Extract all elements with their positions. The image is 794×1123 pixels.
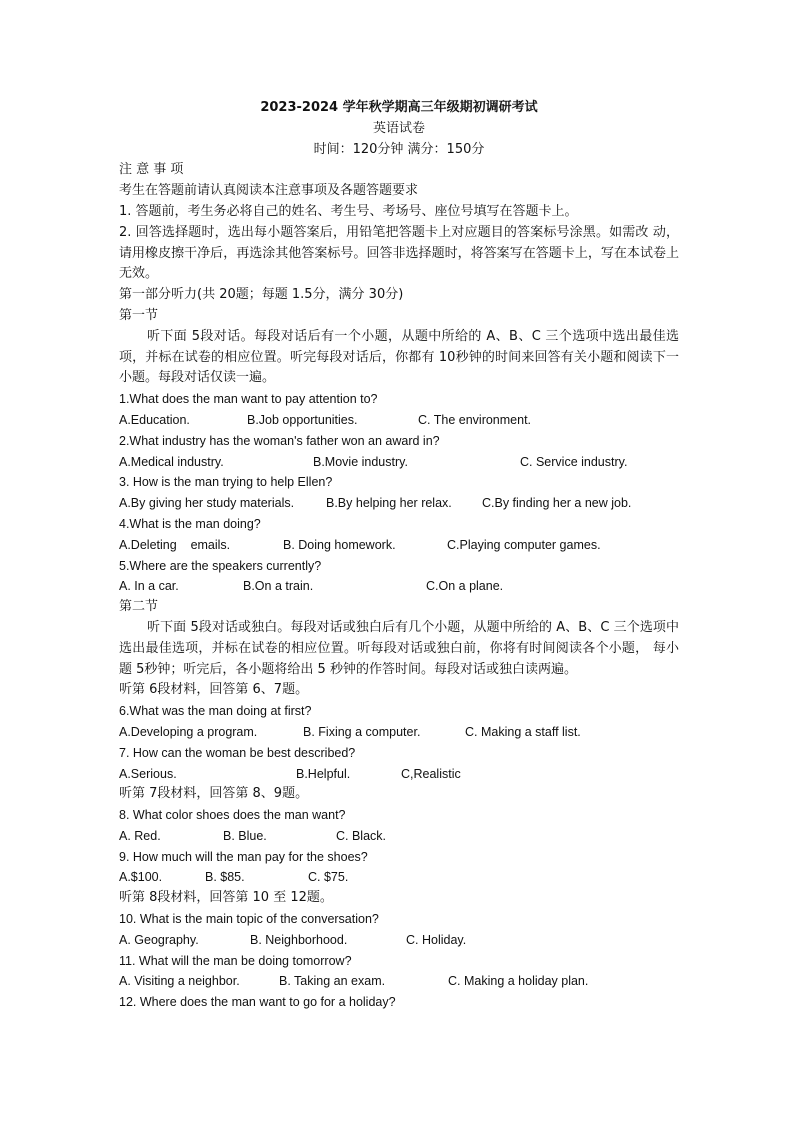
option-c: C,Realistic	[401, 766, 461, 781]
option-a: A.By giving her study materials.	[119, 496, 295, 511]
option-a: A. Red.	[119, 828, 161, 843]
options-6	[119, 722, 679, 743]
options-11	[119, 971, 679, 992]
option-a: A.Developing a program.	[119, 724, 258, 739]
option-a: A.Education.	[119, 412, 190, 427]
exam-page	[119, 98, 679, 1013]
option-a: A.$100.	[119, 870, 163, 885]
option-c: C. Making a holiday plan.	[448, 974, 589, 989]
option-c: C.Playing computer games.	[447, 537, 601, 552]
option-a: A.Deleting emails.	[119, 537, 231, 552]
notice-item-2: 2. 回答选择题时，选出每小题答案后，用铅笔把答题卡上对应题目的答案标号涂黑。如需改 动，请用橡皮擦干净后，再选涂其他答案标号。回答非选择题时，将答案写在答题卡上，写在本试卷上无效。	[119, 224, 679, 282]
notice-heading: 注 意 事 项	[119, 162, 184, 178]
options-2	[119, 452, 679, 473]
options-5	[119, 576, 679, 597]
question-9: 9. How much will the man pay for the shoes?	[119, 849, 368, 864]
option-b: B. Fixing a computer.	[303, 724, 421, 739]
option-c: C. Black.	[336, 828, 387, 843]
options-7	[119, 764, 679, 785]
question-2: 2.What industry has the woman's father won an award in?	[119, 433, 440, 448]
section2-instructions: 听下面 5段对话或独白。每段对话或独白后有几个小题，从题中所给的 A、B、C 三个选项中选出最佳选项，并标在试卷的相应位置。听每段对话或独白前，你将有时间阅读各个小题， 每小题 5秒钟；听完后，各小题将给出 5 秒钟的作答时间。每段对话或独白读两遍。	[119, 619, 679, 677]
options-3	[119, 493, 679, 514]
option-b: B. $85.	[205, 870, 245, 885]
option-a: A.Medical industry.	[119, 454, 224, 469]
exam-title: 2023-2024 学年秋学期高三年级期初调研考试	[260, 100, 538, 115]
options-4	[119, 535, 679, 556]
section1-instructions: 听下面 5段对话。每段对话后有一个小题，从题中所给的 A、B、C 三个选项中选出最佳选项，并标在试卷的相应位置。听完每段对话后，你都有 10秒钟的时间来回答有关小题和阅读下一小题。每段对话仅读一遍。	[119, 328, 679, 386]
question-6: 6.What was the man doing at first?	[119, 704, 312, 719]
option-c: C. Making a staff list.	[465, 724, 581, 739]
option-c: C. The environment.	[418, 412, 532, 427]
option-c: C.On a plane.	[426, 579, 504, 594]
option-b: B. Blue.	[223, 828, 267, 843]
options-8	[119, 826, 679, 847]
question-4: 4.What is the man doing?	[119, 516, 261, 531]
exam-meta: 时间：120分钟 满分：150分	[313, 141, 485, 157]
options-10	[119, 930, 679, 951]
option-c: C. $75.	[308, 870, 349, 885]
notice-intro: 考生在答题前请认真阅读本注意事项及各题答题要求	[119, 183, 419, 199]
option-c: C.By finding her a new job.	[482, 496, 632, 511]
options-1	[119, 410, 679, 431]
option-b: B.On a train.	[243, 579, 314, 594]
option-a: A. Visiting a neighbor.	[119, 974, 240, 989]
option-b: B. Doing homework.	[283, 537, 396, 552]
part1-heading: 第一部分听力(共 20题；每题 1.5分，满分 30分)	[119, 287, 404, 303]
option-a: A. In a car.	[119, 579, 179, 594]
question-10: 10. What is the main topic of the conversation?	[119, 912, 379, 927]
notice-item-1: 1. 答题前，考生务必将自己的姓名、考生号、考场号、座位号填写在答题卡上。	[119, 203, 578, 219]
material-7-label: 听第 7段材料，回答第 8、9题。	[119, 786, 309, 802]
option-a: A.Serious.	[119, 766, 177, 781]
material-8-label: 听第 8段材料，回答第 10 至 12题。	[119, 890, 333, 906]
question-7: 7. How can the woman be best described?	[119, 745, 356, 760]
section1-label: 第一节	[119, 307, 159, 323]
option-b: B.By helping her relax.	[326, 496, 452, 511]
option-b: B.Helpful.	[296, 766, 351, 781]
question-5: 5.Where are the speakers currently?	[119, 558, 322, 573]
option-b: B. Taking an exam.	[279, 974, 386, 989]
option-c: C. Holiday.	[406, 932, 467, 947]
option-b: B. Neighborhood.	[250, 932, 348, 947]
option-b: B.Job opportunities.	[247, 412, 358, 427]
section2-label: 第二节	[119, 599, 159, 615]
option-c: C. Service industry.	[520, 454, 628, 469]
question-12: 12. Where does the man want to go for a holiday?	[119, 995, 396, 1010]
question-11: 11. What will the man be doing tomorrow?	[119, 953, 352, 968]
option-b: B.Movie industry.	[313, 454, 408, 469]
question-1: 1.What does the man want to pay attention to?	[119, 392, 378, 407]
exam-subject: 英语试卷	[372, 120, 425, 136]
question-8: 8. What color shoes does the man want?	[119, 808, 346, 823]
option-a: A. Geography.	[119, 932, 199, 947]
material-6-label: 听第 6段材料，回答第 6、7题。	[119, 682, 309, 698]
options-9	[119, 867, 679, 888]
question-3: 3. How is the man trying to help Ellen?	[119, 475, 333, 490]
